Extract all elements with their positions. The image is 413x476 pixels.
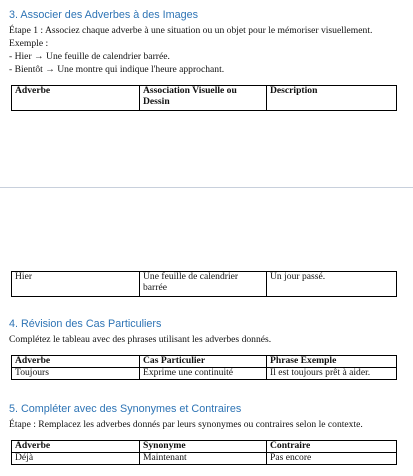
column-header-phrase-exemple: Phrase Exemple — [267, 356, 397, 368]
column-header-adverbe: Adverbe — [12, 441, 140, 453]
section-5-intro: Étape : Remplacez les adverbes donnés par leurs synonymes ou contraires selon le contexte. — [9, 419, 363, 430]
column-header-cas-particulier: Cas Particulier — [140, 356, 267, 368]
cas-particuliers-table — [11, 355, 397, 380]
section-4-heading: 4. Révision des Cas Particuliers — [9, 318, 162, 330]
table-cell: Déjà — [12, 453, 140, 465]
table-cell: Hier — [12, 272, 140, 297]
example-bullet-hier: - Hier → Une feuille de calendrier barrée. — [9, 51, 170, 62]
section-5-heading: 5. Compléter avec des Synonymes et Contraires — [9, 403, 242, 415]
table-cell: Il est toujours prêt à aider. — [267, 368, 397, 380]
table-cell: Toujours — [12, 368, 140, 380]
column-header-adverbe: Adverbe — [12, 86, 140, 111]
table-cell: Une feuille de calendrier barrée — [140, 272, 267, 297]
section-3-step: Étape 1 : Associez chaque adverbe à une situation ou un objet pour le mémoriser visuellement. — [9, 25, 373, 36]
example-label: Exemple : — [9, 38, 49, 49]
table-cell: Un jour passé. — [267, 272, 397, 297]
association-table-continued — [11, 271, 397, 297]
table-cell: Maintenant — [140, 453, 267, 465]
table-cell: Pas encore — [267, 453, 397, 465]
column-header-adverbe: Adverbe — [12, 356, 140, 368]
table-row — [12, 272, 397, 297]
column-header-synonyme: Synonyme — [140, 441, 267, 453]
column-header-description: Description — [267, 86, 397, 111]
synonymes-contraires-table — [11, 440, 397, 465]
section-3-heading: 3. Associer des Adverbes à des Images — [9, 9, 199, 21]
section-4-intro: Complétez le tableau avec des phrases utilisant les adverbes donnés. — [9, 334, 272, 345]
page-break — [0, 187, 413, 188]
column-header-contraire: Contraire — [267, 441, 397, 453]
table-cell: Exprime une continuité — [140, 368, 267, 380]
association-header-table — [11, 85, 397, 111]
table-row — [12, 453, 397, 465]
example-bullet-bientot: - Bientôt → Une montre qui indique l'heure approchant. — [9, 64, 225, 75]
table-row — [12, 368, 397, 380]
column-header-association: Association Visuelle ou Dessin — [140, 86, 267, 111]
